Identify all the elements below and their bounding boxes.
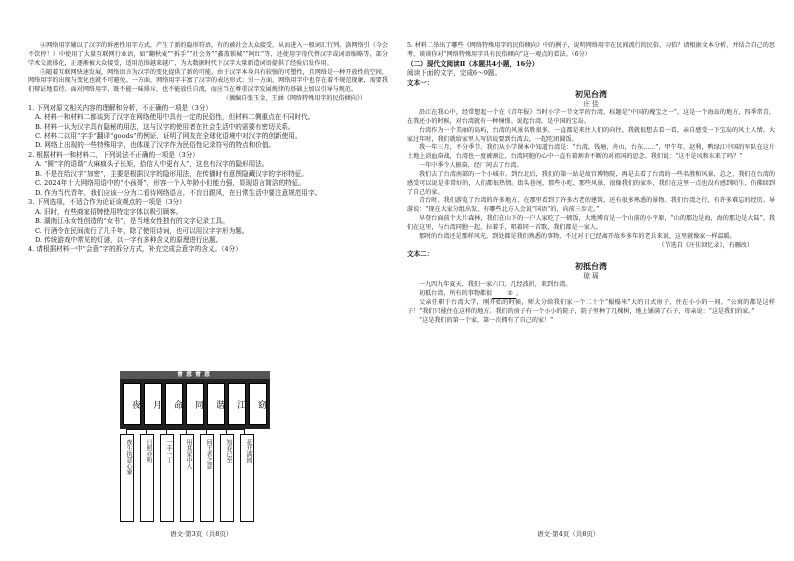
rubbing-char: 月 (144, 383, 162, 425)
text1-source: （节选自《庄佳回忆录》，有删改） (658, 241, 753, 249)
answer-box: 夜生执意心寥 (120, 434, 134, 522)
text2-title: 初抵台湾 (575, 260, 607, 271)
question-2-stem: 2. 根据材料一和材料二，下列说法不正确的一项是（3分） (28, 150, 199, 159)
text1-paragraph: 青台时，我们游览了台湾的许多地方，在那里看到了许多古老的建筑，还有很多熟悉的景物。我们台湾之行，有许多难忘的经历。导游说：“现在大家分组出发，有哪些北方人会说“国语”的，向前三步走。” (407, 197, 775, 214)
rubbing-header: 會意會意 (120, 371, 270, 379)
q1-option-c: C. 材料二以用“字手”翻译“goods”的例证，证明了网友在全球化语境中对汉字的创新使用。 (35, 132, 302, 141)
text2-paragraph: “这是我们的第一个家，第一次拥有了自己的家！” (419, 317, 554, 325)
question-1-stem: 1. 下列对原文相关内容的理解和分析，不正确的一项是（3分） (28, 103, 213, 112)
q1-option-d: D. 网络上出现的一些特殊用字，也体现了汉字作为民俗性记录符号的特点和价值。 (35, 141, 276, 150)
text1-paragraph: 那时的台湾还是那样风光，到处都是我们熟悉的事物，不过对于已经离开故乡多年的老兵来说，这里就像家一样温暖。 (419, 232, 736, 240)
question-5: 5. 材料二举出了哪些《网络特殊用字的民俗倾向》中的例子，说明网络用字在民间流行的民俗、习俗？请根据文本分析，并结合自己的思考，谈谈你对“网络特殊用字具有民俗倾向”这一观点的看法。（6分） (407, 42, 775, 58)
q3-option-b: B. 湖南江永女性创造的“女书”，是当地女性独有的文字记录工具。 (35, 217, 229, 226)
answer-box: 问王者之意 (200, 434, 214, 522)
paragraph-5: ⑤随着互联网快速发展，网络语言为汉字的变化提供了新的可能。由于汉字本身具有较强的可塑性，且网络是一种开放性的空间，网络用字的出现与变化也就不可避免。一方面，网络用字丰富了汉字的表达形式；另一方面，网络用字中也存在着不规范现象，需要我们辩证地看待。面对网络用字，既不能一味排斥，也不能放任自流，而应当在尊重汉字发展规律的基础上加以引导与规范。 (28, 68, 389, 94)
text2-paragraph: 初抵台湾，所有的事物都很 ② 。 (407, 290, 775, 300)
q1-option-a: A. 材料一和材料二都谈到了汉字在网络使用中具有一定的民俗性，但材料二侧重点在不同时代。 (35, 113, 315, 122)
page-footer: 语文·第4页（共8页） (537, 530, 600, 538)
text1-author: 庄 佳 (583, 100, 599, 109)
paragraph-4: ④网络用字辅以了汉字的诉密性用字方式，产生了新的隐形符语，有的被社会大众接受，从而进入一般词汇行列。洛网络引（今会不饮停！）中使用了大量互联网行业语，如“翻秋麦”“拆手”“社会务”“鑫盖锁城”“阿红”等，还使用字母代替汉字或词语缩略等，部分学术交流体化，正逐渐被大众接受，适用范围越来越广，为大数据时代下汉字大量新造词语提供了经验启发作用。 (28, 42, 389, 67)
rubbing-char: 命 (165, 383, 183, 425)
text2-paragraph: 父亲任职于台湾大学，刚开始的时候，师大分给我们家一个二十个“榻榻米”大的日式房子，住在小小的一间。“公寓的都是这样子！”我们只能住在这样的地方。我们的房子有一个小小的院子，院子里种了几棵树，地上铺满了石子，母亲说：“这是我们的家。” (407, 299, 775, 316)
rubbing-char: 窈 (249, 383, 267, 425)
answer-box: 花开满园 (240, 434, 254, 522)
q2-option-c: C. 2024年十大网络用语中的“小孩哥”，形容一个人年龄小但能力强，显现语言简洁的特征。 (35, 179, 305, 188)
text1-title: 初见台湾 (575, 89, 607, 100)
page-footer: 语文·第3页（共8页） (170, 530, 233, 538)
q1-option-b: B. 材料一认为汉字具有隐秘的用法，这与汉字的使用者在社会生活中的需要有密切关系。 (35, 122, 295, 131)
answer-box: 日照亦明 (140, 434, 154, 522)
question-4-stem: 4. 请根据材料一中“会意”字的拆分方式，补充完成会意字的含义。（4分） (28, 245, 242, 254)
text2-label: 文本二： (407, 250, 434, 259)
right-page (397, 0, 794, 561)
answer-box: 知春已至 (220, 434, 234, 522)
q2-option-d: D. 作为当代青年，我们应该一分为二看待网络语言，不盲目跟风，在日常生活中要注意规范用字。 (35, 188, 322, 197)
text1-paragraph: 我们去了台湾南部的一个小城市。到台北后，我们的第一站是故宫博物院，再是去看了台湾的一些名胜和风景，总之，我们在台湾的感受可以说是非常好的，人们都很热情。街头巷尾，那些小吃、那些风景，很像我们的家乡，我们在这里一点也没有感到陌生，仿佛回到了自己的家。 (407, 170, 775, 196)
text1-paragraph: 早登台面前个大片森林，我们在山下的一户人家吃了一顿饭，大地博育是一个山前的小平原，“山的那边是海，海的那边是大陆”。我们在这里，与台湾同胞一起，拉着手，唱着同一首歌，我们都是一家人。 (407, 215, 775, 232)
q3-option-a: A. 旧时，有些商家招牌使用特定字体以吸引顾客。 (35, 207, 183, 216)
right-column (407, 42, 775, 326)
q3-option-d: D. 传统游戏中常见的灯谜，以一字有多种含义的原理进行出题。 (35, 236, 223, 244)
source-citation: （摘编自张玉金、王涵《网络特殊用字的民俗倾向》） (222, 95, 366, 103)
text1-label: 文本一： (407, 78, 434, 87)
answer-box: 用其家中人 (180, 434, 194, 522)
reading-instruction: 阅读下面的文字，完成6～9题。 (407, 69, 502, 78)
calligraphy-rubbing-figure (120, 371, 270, 429)
text1-paragraph: 一年中季令人振奋，经厂间去了台湾。 (419, 162, 523, 170)
rubbing-char: 夜 (123, 383, 141, 425)
text1-paragraph: 我一年三月，不分季节。我们从小学课本中知道台湾是：“台湾，钱塘，舟山，台东……”，甲午年，赵利，鸭绿江中国的军队在这片土地上浴血奋战，台湾也一度被割让，台湾同胞的心中一直有着割舍不断的对祖国的思念。我们说：“这不是风和东来了吗？” (407, 144, 775, 161)
q2-option-a: A. “圆”字的语谐“大麻疯头子长矩，拾信人中更有人”，这也有汉字的隐形用法。 (35, 160, 269, 169)
left-column (28, 42, 388, 255)
rubbing-char: 谐 (207, 383, 225, 425)
text1-paragraph: 沿江在我心中，经常想起一个在《青年报》当时小学一节文字的台湾，标题是“中国的瑰宝之一”。这是一个海岛的地方，四季常青，在我还小的时候，对台湾就有一种憧憬。说起台湾，是中国的宝岛。 (407, 109, 775, 125)
rubbing-char: 江 (228, 383, 246, 425)
q3-option-c: C. 行酒令在民间流行了几千年，除了使用诗词，也可以用汉字字形为题。 (35, 226, 249, 235)
q2-option-b: B. 不是在给汉字“加密”，主要是根据汉字的隐形用法，在传播时有意图隐藏汉字的字形特征。 (35, 169, 308, 178)
text2-author: 琼 瑶 (583, 271, 599, 280)
text2-paragraph: 一九四九年夏天，我们一家六口，几经波折，来到台湾。 (419, 280, 572, 288)
rubbing-char: 同 (186, 383, 204, 425)
section-heading: （二）现代文阅读Ⅱ（本题共4小题，16分） (407, 59, 539, 68)
blank-2: ② (492, 290, 516, 300)
text1-paragraph: 台湾作为一个美丽的岛屿，台湾的风景名胜很多，一直都是来往人们的向往。我就很想去看一看，亲自感受一下宝岛的风土人情。大家过年时，我们就给家里人写信说要到台湾去，一起吃团圆饭。 (407, 126, 775, 143)
question-3-stem: 3. 下列选项，不适合作为论证该观点的一项是（3分） (28, 198, 186, 207)
answer-box: 一手一丁 (160, 434, 174, 522)
